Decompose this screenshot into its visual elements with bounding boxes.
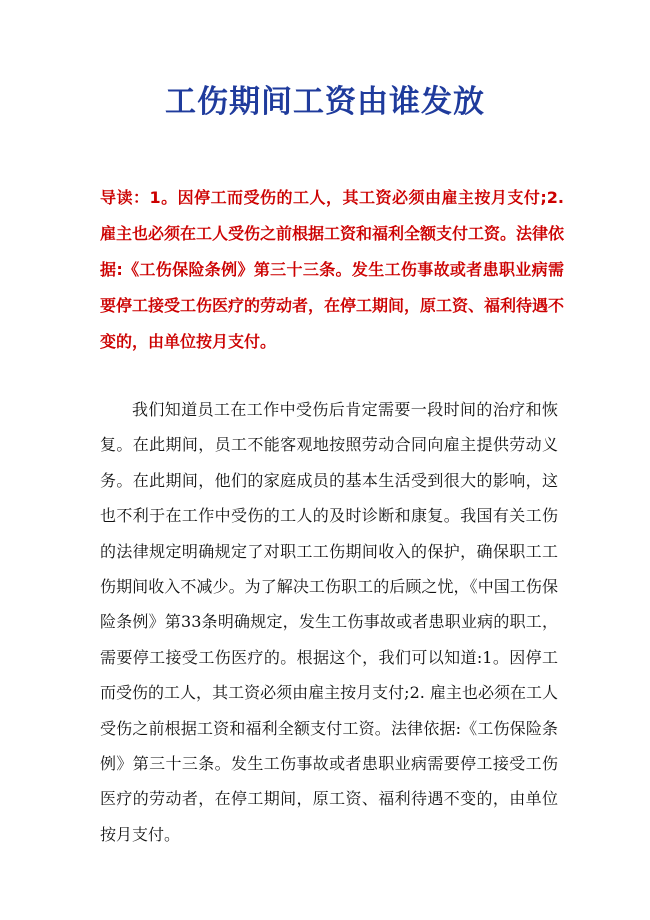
- body-paragraph: 我们知道员工在工作中受伤后肯定需要一段时间的治疗和恢复。在此期间，员工不能客观地按照劳动合同向雇主提供劳动义务。在此期间，他们的家庭成员的基本生活受到很大的影响，这也不利于在工作中受伤的工人的及时诊断和康复。我国有关工伤的法律规定明确规定了对职工工伤期间收入的保护，确保职工工伤期间收入不减少。为了解决工伤职工的后顾之忧，《中国工伤保险条例》第33条明确规定，发生工伤事故或者患职业病的职工，需要停工接受工伤医疗的。根据这个，我们可以知道:1。因停工而受伤的工人，其工资必须由雇主按月支付;2. 雇主也必须在工人受伤之前根据工资和福利全额支付工资。法律依据:《工伤保险条例》第三十三条。发生工伤事故或者患职业病需要停工接受工伤医疗的劳动者，在停工期间，原工资、福利待遇不变的，由单位按月支付。: [100, 400, 558, 844]
- document-title: 工伤期间工资由谁发放: [165, 84, 485, 120]
- guide-summary: 导读：1。因停工而受伤的工人，其工资必须由雇主按月支付;2.雇主也必须在工人受伤之前根据工资和福利全额支付工资。法律依据:《工伤保险条例》第三十三条。发生工伤事故或者患职业病需要停工接受工伤医疗的劳动者，在停工期间，原工资、福利待遇不变的，由单位按月支付。: [100, 188, 565, 351]
